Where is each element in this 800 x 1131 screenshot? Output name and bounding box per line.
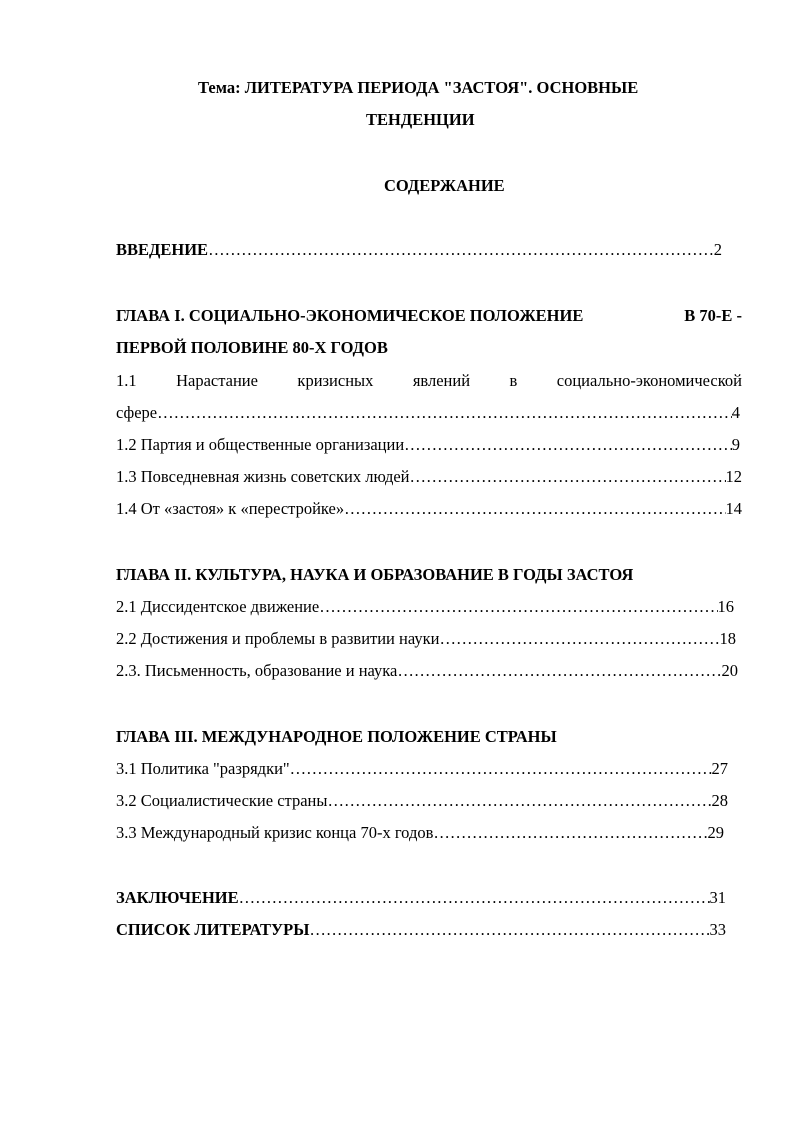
title-line-1: Тема: ЛИТЕРАТУРА ПЕРИОДА "ЗАСТОЯ". ОСНОВНЫЕ <box>198 78 639 97</box>
chapter-1-heading-line-1 <box>116 306 742 326</box>
chapter-2-heading: ГЛАВА II. КУЛЬТУРА, НАУКА И ОБРАЗОВАНИЕ В ГОДЫ ЗАСТОЯ <box>116 565 634 584</box>
toc-entry-label: 1.4 От «застоя» к «перестройке» <box>116 499 345 518</box>
toc-leader <box>344 499 725 519</box>
toc-entry-3-3 <box>116 823 724 843</box>
toc-page-number: 28 <box>711 791 728 810</box>
toc-page-number: 4 <box>731 403 740 422</box>
title-line-2: ТЕНДЕНЦИИ <box>366 110 475 129</box>
toc-leader <box>439 629 719 649</box>
toc-entry-label: 1.3 Повседневная жизнь советских людей <box>116 467 410 486</box>
toc-page-number: 29 <box>707 823 724 842</box>
toc-entry-1-3 <box>116 467 742 487</box>
toc-leader <box>327 791 711 811</box>
word: в <box>509 371 518 390</box>
toc-entry-label: 2.2 Достижения и проблемы в развитии науки <box>116 629 440 648</box>
toc-page-number: 12 <box>725 467 742 486</box>
toc-entry-bibliography <box>116 920 726 940</box>
toc-entry-label: ЗАКЛЮЧЕНИЕ <box>116 888 239 907</box>
toc-entry-1-1-line-2 <box>116 403 740 423</box>
toc-leader <box>309 920 709 940</box>
toc-entry-1-4 <box>116 499 742 519</box>
toc-entry-1-2 <box>116 435 740 455</box>
toc-entry-2-3 <box>116 661 738 681</box>
toc-entry-1-1-line-1 <box>116 371 742 391</box>
toc-entry-label: 3.3 Международный кризис конца 70-х годов <box>116 823 434 842</box>
toc-leader <box>410 467 726 487</box>
toc-page-number: 18 <box>719 629 736 648</box>
toc-entry-intro <box>116 240 722 260</box>
toc-leader <box>404 435 732 455</box>
toc-entry-label: 2.3. Письменность, образование и наука <box>116 661 398 680</box>
word: Нарастание <box>176 371 258 390</box>
toc-page-number: 31 <box>709 888 726 907</box>
toc-page-number: 14 <box>725 499 742 518</box>
chapter-1-heading-left: ГЛАВА I. СОЦИАЛЬНО-ЭКОНОМИЧЕСКОЕ ПОЛОЖЕНИЕ <box>116 306 584 325</box>
toc-page-number: 27 <box>711 759 728 778</box>
toc-leader <box>319 597 717 617</box>
toc-leader <box>157 403 732 423</box>
toc-page-number: 2 <box>713 240 722 259</box>
word: социально-экономической <box>556 371 742 390</box>
toc-leader <box>239 888 710 908</box>
toc-entry-label: СПИСОК ЛИТЕРАТУРЫ <box>116 920 310 939</box>
toc-entry-label: 1.2 Партия и общественные организации <box>116 435 405 454</box>
toc-page-number: 33 <box>709 920 726 939</box>
toc-entry-2-2 <box>116 629 736 649</box>
chapter-1-heading-line-2: ПЕРВОЙ ПОЛОВИНЕ 80-Х ГОДОВ <box>116 338 388 357</box>
toc-page-number: 20 <box>721 661 738 680</box>
toc-entry-conclusion <box>116 888 726 908</box>
toc-entry-2-1 <box>116 597 734 617</box>
word: явлений <box>412 371 471 390</box>
contents-heading: СОДЕРЖАНИЕ <box>384 176 505 195</box>
chapter-3-heading: ГЛАВА III. МЕЖДУНАРОДНОЕ ПОЛОЖЕНИЕ СТРАНЫ <box>116 727 557 746</box>
toc-entry-label: ВВЕДЕНИЕ <box>116 240 209 259</box>
toc-leader <box>290 759 712 779</box>
word: кризисных <box>297 371 374 390</box>
toc-leader <box>433 823 707 843</box>
toc-entry-label: 3.1 Политика "разрядки" <box>116 759 290 778</box>
toc-leader <box>208 240 714 260</box>
chapter-1-heading-right: В 70-Е - <box>684 306 742 325</box>
toc-leader <box>397 661 721 681</box>
toc-entry-3-1 <box>116 759 728 779</box>
word: 1.1 <box>116 371 137 390</box>
toc-entry-3-2 <box>116 791 728 811</box>
toc-page-number: 9 <box>731 435 740 454</box>
toc-entry-label: сфере <box>116 403 158 422</box>
toc-entry-label: 3.2 Социалистические страны <box>116 791 328 810</box>
toc-entry-label: 2.1 Диссидентское движение <box>116 597 320 616</box>
toc-page-number: 16 <box>717 597 734 616</box>
